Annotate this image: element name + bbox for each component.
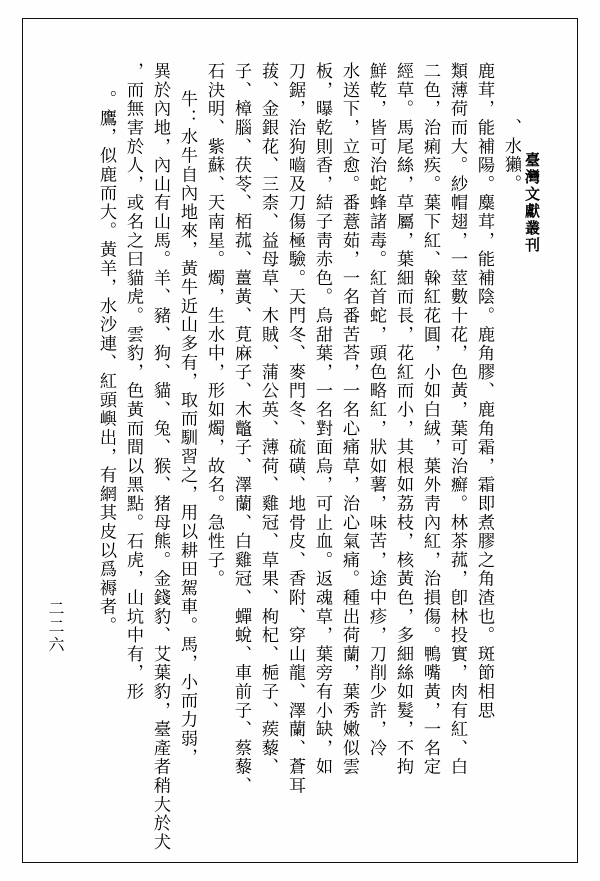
text-column: 牛：水牛自內地來，黃牛近山多有，取而馴習之，用以耕田駕車。馬，小而力弱， [177, 90, 197, 767]
text-column: 、水獺。 [501, 118, 521, 194]
text-column: 刀鋸，治狗嚙及刀傷極驗。天門冬、麥門冬、硫磺、地骨皮、香附、穿山龍、澤蘭、蒼耳 [285, 62, 305, 796]
text-column: 。鷹，似鹿而大。黃羊，水沙連、紅頭嶼出，有網其皮以爲褥者。 [96, 90, 116, 636]
text-column: 板，曝乾則香，結子靑赤色。烏甜葉，一名對面烏，可止血。返魂草，葉旁有小缺，如 [312, 62, 332, 777]
text-column: 鮮乾，皆可治蛇蜂諸毒。紅首蛇，頭色略紅，狀如薯，味苦，途中疹，刀削少許，冷 [366, 62, 386, 758]
series-title: 臺灣文獻叢刊 [521, 150, 544, 256]
vertical-text-body [44, 62, 524, 852]
text-column: 經草。馬尾絲，草屬，葉細而長，花紅而小，其根如荔枝，核黃色，多細絲如髮，不拘 [393, 62, 413, 777]
text-column: 菝、金銀花、三柰、益母草、木賊、蒲公英、薄荷、雞冠、草果、枸杞、梔子、蒺藜、 [258, 62, 278, 777]
page-number: 二二六 [46, 600, 65, 654]
text-column: 類薄荷而大。紗帽翅，一莖數十花，色黃，葉可治癬。林茶菰，卽林投實，肉有紅、白 [447, 62, 467, 777]
text-column: ，而無害於人，或名之曰貓虎。雲豹，色黃而間以黑點。石虎，山坑中有，形 [123, 62, 143, 702]
text-column: 石決明、紫蘇、天南星。燭，生水中，形如燭，故名。急性子。 [204, 62, 224, 589]
text-column: 子、樟腦、茯苓、栢菰、薑黃、莧麻子、木鼈子、澤蘭、白雞冠、蟬蛻、車前子、蔡藜、 [231, 62, 251, 796]
text-column: 水送下，立愈。番薏茹，一名番苦荅，一名心痛草，治心氣痛。種出荷蘭，葉秀嫩似雲 [339, 62, 359, 777]
text-column: 鹿茸，能補陽。麋茸，能補陰。鹿角膠、鹿角霜，霜即煮膠之角渣也。斑節相思 [474, 62, 494, 720]
text-column: 異於內地，內山有山馬。羊、豬、狗、貓、兔、猴、猪母熊。金錢豹、艾葉豹，臺產者稍大於犬 [150, 62, 170, 852]
text-column: 二色，治痢疾。葉下紅、榦紅花圓，小如白絨，葉外靑內紅，治損傷。鴨嘴黃，一名定 [420, 62, 440, 777]
